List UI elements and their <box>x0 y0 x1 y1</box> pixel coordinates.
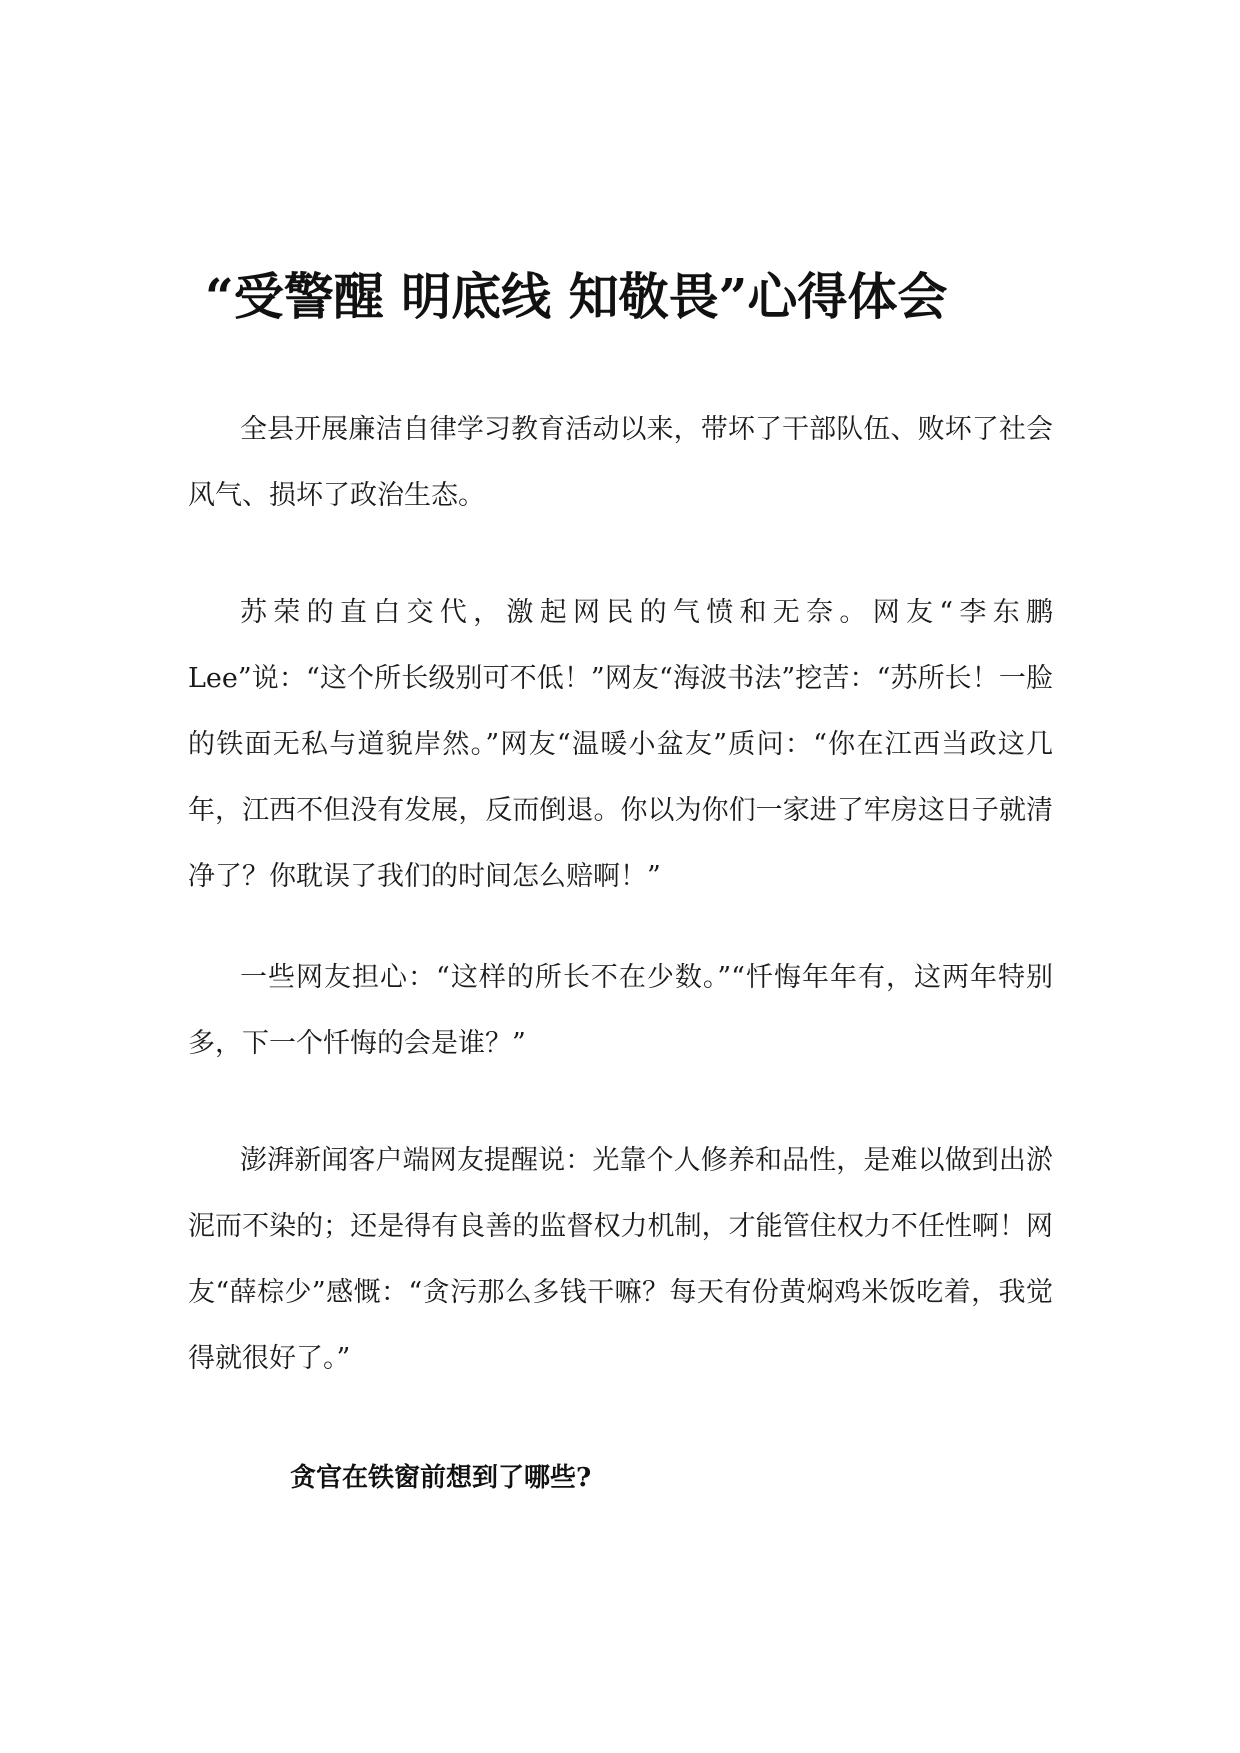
paragraph-2: 苏荣的直白交代，激起网民的气愤和无奈。网友“李东鹏 Lee”说：“这个所长级别可不低！”网友“海波书法”挖苦：“苏所长！一脸的铁面无私与道貌岸然。”网友“温暖小盆友”质问：“你在江西当政这几年，江西不但没有发展，反而倒退。你以为你们一家进了牢房这日子就清净了？你耽误了我们的时间怎么赔啊！” <box>188 597 1053 892</box>
section-subheading: 贪官在铁窗前想到了哪些? <box>290 1463 592 1493</box>
page-title: “受警醒 明底线 知敬畏”心得体会 <box>205 267 948 326</box>
paragraph-3: 一些网友担心：“这样的所长不在少数。”“忏悔年年有，这两年特别多，下一个忏悔的会是谁？” <box>188 962 1053 1059</box>
paragraph-4: 澎湃新闻客户端网友提醒说：光靠个人修养和品性，是难以做到出淤泥而不染的；还是得有良善的监督权力机制，才能管住权力不任性啊！网友“薛棕少”感慨：“贪污那么多钱干嘛？每天有份黄焖鸡米饭吃着，我觉得就很好了。” <box>188 1145 1053 1374</box>
paragraph-1: 全县开展廉洁自律学习教育活动以来，带坏了干部队伍、败坏了社会风气、损坏了政治生态。 <box>188 414 1053 511</box>
